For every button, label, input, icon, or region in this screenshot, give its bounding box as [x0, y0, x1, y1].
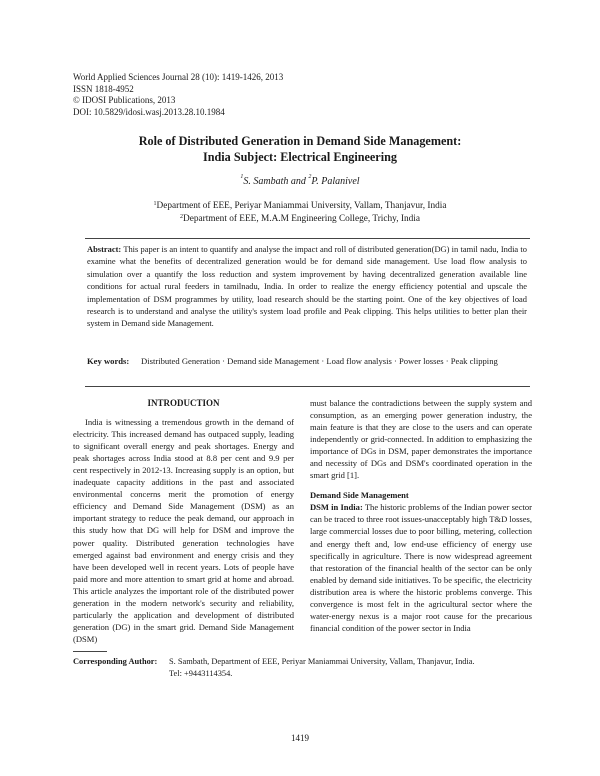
affiliation-1: $^1$Department of EEE, Periyar Maniammai University, Vallam, Thanjavur, India: [153, 201, 447, 211]
dsm-paragraph: [310, 501, 532, 634]
issn: ISSN 1818-4952: [73, 83, 134, 94]
introduction-continued: must balance the contradictions between the supply system and consumption, as an emerging power generation industry, the main feature is that they are close to the users and can operate independently or grid-connected. In addition to emphasizing the importance of DGs in DSM, paper demonstrates the importance and necessity of DGs and DSM's coordinated operation in the smart grid [1].: [310, 398, 532, 481]
corresponding-author-tel: Tel: +9443114354.: [169, 669, 233, 678]
affiliation-2-sup: 2: [180, 213, 184, 220]
page-number: 1419: [291, 733, 309, 743]
authors: [60, 176, 540, 187]
author-2-sup: 2: [308, 174, 312, 180]
affiliation-2: $^2$Department of EEE, M.A.M Engineering College, Trichy, India: [180, 213, 420, 224]
title-line-1: Role of Distributed Generation in Demand Side Management:: [138, 134, 462, 148]
journal-header: [73, 72, 283, 118]
author-2: P. Palanivel: [311, 176, 360, 187]
author-1: S. Sambath: [243, 176, 289, 187]
introduction-heading: INTRODUCTION: [147, 398, 220, 408]
corresponding-author-line-1: S. Sambath, Department of EEE, Periyar Maniammai University, Vallam, Thanjavur, India.: [169, 657, 475, 666]
doi: DOI: 10.5829/idosi.wasj.2013.28.10.1984: [73, 106, 225, 117]
corresponding-author-label: Corresponding Author:: [73, 657, 158, 666]
abstract-label: Abstract:: [87, 244, 122, 254]
left-column: [73, 397, 294, 645]
copyright: © IDOSI Publications, 2013: [73, 95, 176, 106]
dsm-text: The historic problems of the Indian power sector can be traced to three root issues-unacceptably high T&D losses, large commercial losses due to poor billing, metering, collection and energy theft and, low end-use efficiency of energy use specifically in agriculture. There is now widespread agreement that restoration of the financial health of the sector can be only enabled by demand side initiatives. To be specific, the electricity distribution area is where the historic problems converge. This convergence is most felt in the agricultural sector where the water-energy nexus is a major root cause for the precarious financial condition of the power sector in India: [310, 502, 532, 633]
author-1-sup: 1: [240, 174, 244, 180]
footnote-rule: [73, 651, 107, 652]
journal-citation: World Applied Sciences Journal 28 (10): 1419-1426, 2013: [73, 72, 284, 82]
title-line-2: India Subject: Electrical Engineering: [203, 150, 397, 164]
right-column: [310, 397, 532, 634]
abstract-text: This paper is an intent to quantify and analyse the impact and roll of distributed generation(DG) in tamil nadu, India to examine what the benefits of decentralized generation would be for demand side management. Use load flow analysis to simulation over a quantify the loss reduction and system improvement by having decentralized generation available line conditions for actual rural feeders in tamilnadu, India. In order to realize the energy efficiency potential and upscale the implementation of DSM programmes by utility, load research should be the starting point. One of the key objectives of load research is to understand and analyse the utility's system load profile and Peak clipping. This helps utilities to better plan their system in Demand side Management.: [87, 244, 527, 329]
abstract: [87, 243, 527, 330]
keywords-text: Distributed Generation · Demand side Management · Load flow analysis · Power losses · Peak clipping: [141, 356, 498, 366]
affiliation-1-sup: 1: [153, 201, 157, 207]
paper-title: [60, 133, 540, 165]
keywords-label: Key words:: [87, 356, 130, 366]
dsm-lead-label: DSM in India:: [310, 502, 363, 513]
authors-and: and: [288, 176, 309, 187]
abstract-top-rule: [85, 238, 530, 239]
keywords-bottom-rule: [85, 386, 530, 387]
introduction-paragraph: India is witnessing a tremendous growth in the demand of electricity. This increased demand has outpaced supply, leading to significant overall energy and peak shortages. Energy and peak shortages across India stood at 8.8 per cent and 9.9 per cent respectively in 2012-13. Increasing supply is an option, but inadequate capacity additions in the past and associated environmental concerns merit the promotion of energy efficiency and Demand Side Management (DSM) as an important strategy to reduce the peak demand, our approach in this study how that DG will help for DSM and improve the power quality. Distributed generation technologies have emerged against bad environment and energy crisis and they have been developed well in recent years. Lots of people have paid more and more attention to smart grid at home and abroad. This article analyzes the important role of the distributed power generation in the modern network's security and reliability, particularly the application and development of distributed generation (DG) in the smart grid. Demand Side Management (DSM): [73, 417, 294, 644]
dsm-heading: Demand Side Management: [310, 490, 409, 501]
affiliations: [60, 200, 540, 225]
